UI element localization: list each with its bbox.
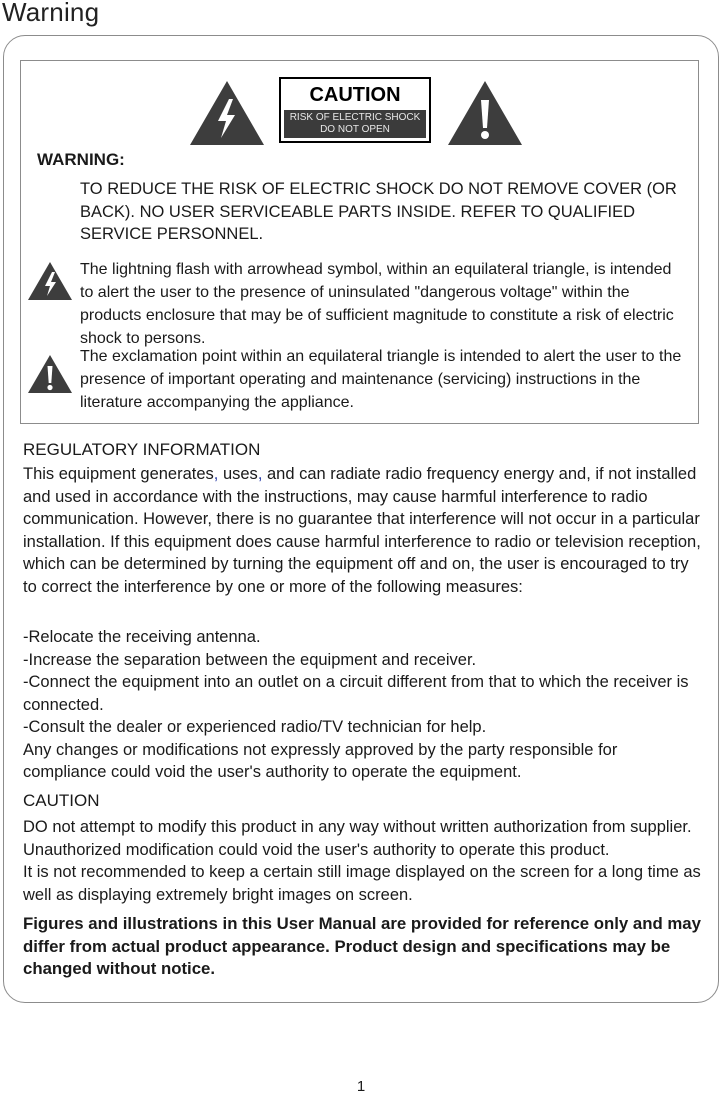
measure-item: -Increase the separation between the equipment and receiver. [23, 650, 477, 669]
regulatory-intro-a: This equipment generates [23, 465, 214, 483]
exclamation-small-icon [27, 354, 73, 394]
regulatory-intro-b: uses [218, 465, 258, 483]
regulatory-closing: Any changes or modifications not expressly approved by the party responsible for compliance could void the user's authority to operate the equipment. [23, 740, 618, 781]
caution-label-line1: RISK OF ELECTRIC SHOCK [289, 112, 421, 123]
exclamation-warning-icon [447, 80, 523, 146]
warning-heading: WARNING: [37, 150, 125, 169]
regulatory-heading: REGULATORY INFORMATION [23, 440, 261, 459]
measure-item: -Connect the equipment into an outlet on a circuit different from that to which the receiver is connected. [23, 673, 689, 714]
caution-label-title: CAUTION [309, 84, 401, 106]
page-number: 1 [356, 1078, 366, 1095]
regulatory-intro-c: and can radiate radio frequency energy and, if not installed and used in accordance with the instructions, may cause harmful interference to radio communication. However, there is no guarantee that interference will not occur in a particular installation. If this equipment does cause harmful interference to radio or television reception, which can be determined by turning the equipment off and on, the user is encouraged to try to correct the interference by one or more of the following measures: [23, 465, 701, 596]
regulatory-intro [23, 463, 703, 598]
measure-item: -Consult the dealer or experienced radio/TV technician for help. [23, 718, 487, 736]
exclamation-explanation: The exclamation point within an equilateral triangle is intended to alert the user to the presence of important operating and maintenance (servicing) instructions in the literature accompanying the appliance. [80, 348, 682, 411]
lightning-explanation: The lightning flash with arrowhead symbol, within an equilateral triangle, is intended to alert the user to the presence of uninsulated "dangerous voltage" within the products enclosure that may be of sufficient magnitude to constitute a risk of electric shock to persons. [80, 261, 674, 347]
caution-label-line2: DO NOT OPEN [320, 124, 390, 135]
lightning-warning-icon [189, 80, 265, 146]
caution-heading: CAUTION [23, 791, 100, 810]
reference-note: Figures and illustrations in this User Manual are provided for reference only and may differ from actual product appearance. Product design and specifications may be changed without notice. [23, 914, 701, 978]
warning-body: TO REDUCE THE RISK OF ELECTRIC SHOCK DO NOT REMOVE COVER (OR BACK). NO USER SERVICEABLE PARTS INSIDE. REFER TO QUALIFIED SERVICE PERSONNEL. [80, 180, 677, 243]
measure-item: -Relocate the receiving antenna. [23, 628, 261, 646]
caution-para-1: DO not attempt to modify this product in any way without written authorization from supplier. Unauthorized modification could void the user's authority to operate this product. [23, 818, 692, 859]
caution-label [279, 77, 431, 143]
page-title: Warning [2, 0, 100, 27]
lightning-small-icon [27, 261, 73, 301]
regulatory-comma-2: , [257, 465, 263, 483]
caution-label-subtext [284, 110, 426, 138]
caution-para-2: It is not recommended to keep a certain still image displayed on the screen for a long time as well as displaying extremely bright images on screen. [23, 863, 701, 904]
regulatory-comma-1: , [213, 465, 219, 483]
regulatory-measures [23, 626, 703, 784]
caution-section [23, 816, 703, 981]
